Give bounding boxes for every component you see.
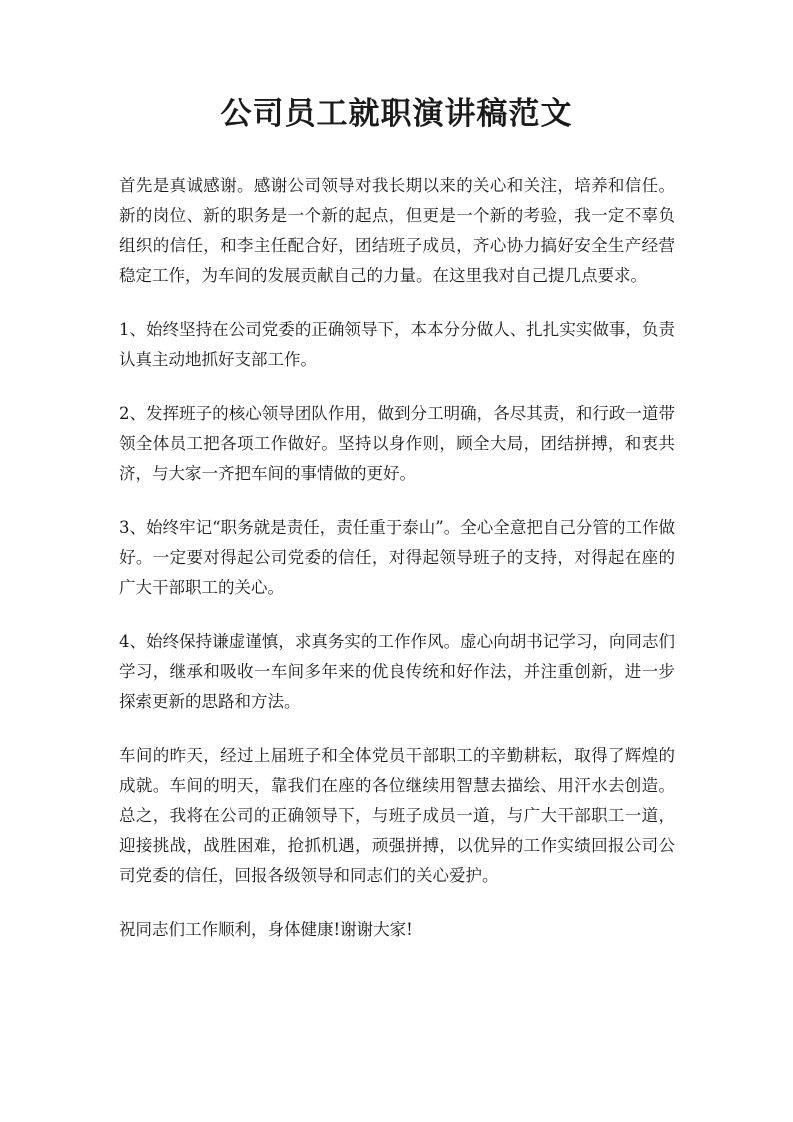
paragraph-point-2: 2、发挥班子的核心领导团队作用，做到分工明确，各尽其责，和行政一道带领全体员工把各项工作做好。坚持以身作则，顾全大局，团结拼搏，和衷共济，与大家一齐把车间的事情做的更好。 bbox=[119, 404, 675, 483]
paragraph-conclusion: 车间的昨天，经过上届班子和全体党员干部职工的辛勤耕耘，取得了辉煌的成就。车间的明天，靠我们在座的各位继续用智慧去描绘、用汗水去创造。总之，我将在公司的正确领导下，与班子成员一道，与广大干部职工一道，迎接挑战，战胜困难，抢抓机遇，顽强拼搏，以优异的工作实绩回报公司公司党委的信任，回报各级领导和同志们的关心爱护。 bbox=[119, 746, 675, 885]
document-title: 公司员工就职演讲稿范文 bbox=[220, 96, 573, 132]
paragraph-intro: 首先是真诚感谢。感谢公司领导对我长期以来的关心和关注，培养和信任。新的岗位、新的职务是一个新的起点，但更是一个新的考验，我一定不辜负组织的信任，和李主任配合好，团结班子成员，齐心协力搞好安全生产经营稳定工作，为车间的发展贡献自己的力量。在这里我对自己提几点要求。 bbox=[119, 176, 675, 285]
paragraph-closing: 祝同志们工作顺利，身体健康!谢谢大家! bbox=[119, 920, 413, 939]
paragraph-point-3: 3、始终牢记“职务就是责任，责任重于泰山”。全心全意把自己分管的工作做好。一定要对得起公司党委的信任，对得起领导班子的支持，对得起在座的广大干部职工的关心。 bbox=[119, 518, 675, 597]
paragraph-point-4: 4、始终保持谦虚谨慎，求真务实的工作作风。虚心向胡书记学习，向同志们学习，继承和吸收一车间多年来的优良传统和好作法，并注重创新，进一步探索更新的思路和方法。 bbox=[119, 632, 675, 711]
document-body bbox=[119, 171, 675, 969]
paragraph-point-1: 1、始终坚持在公司党委的正确领导下，本本分分做人、扎扎实实做事，负责认真主动地抓好支部工作。 bbox=[119, 320, 675, 369]
